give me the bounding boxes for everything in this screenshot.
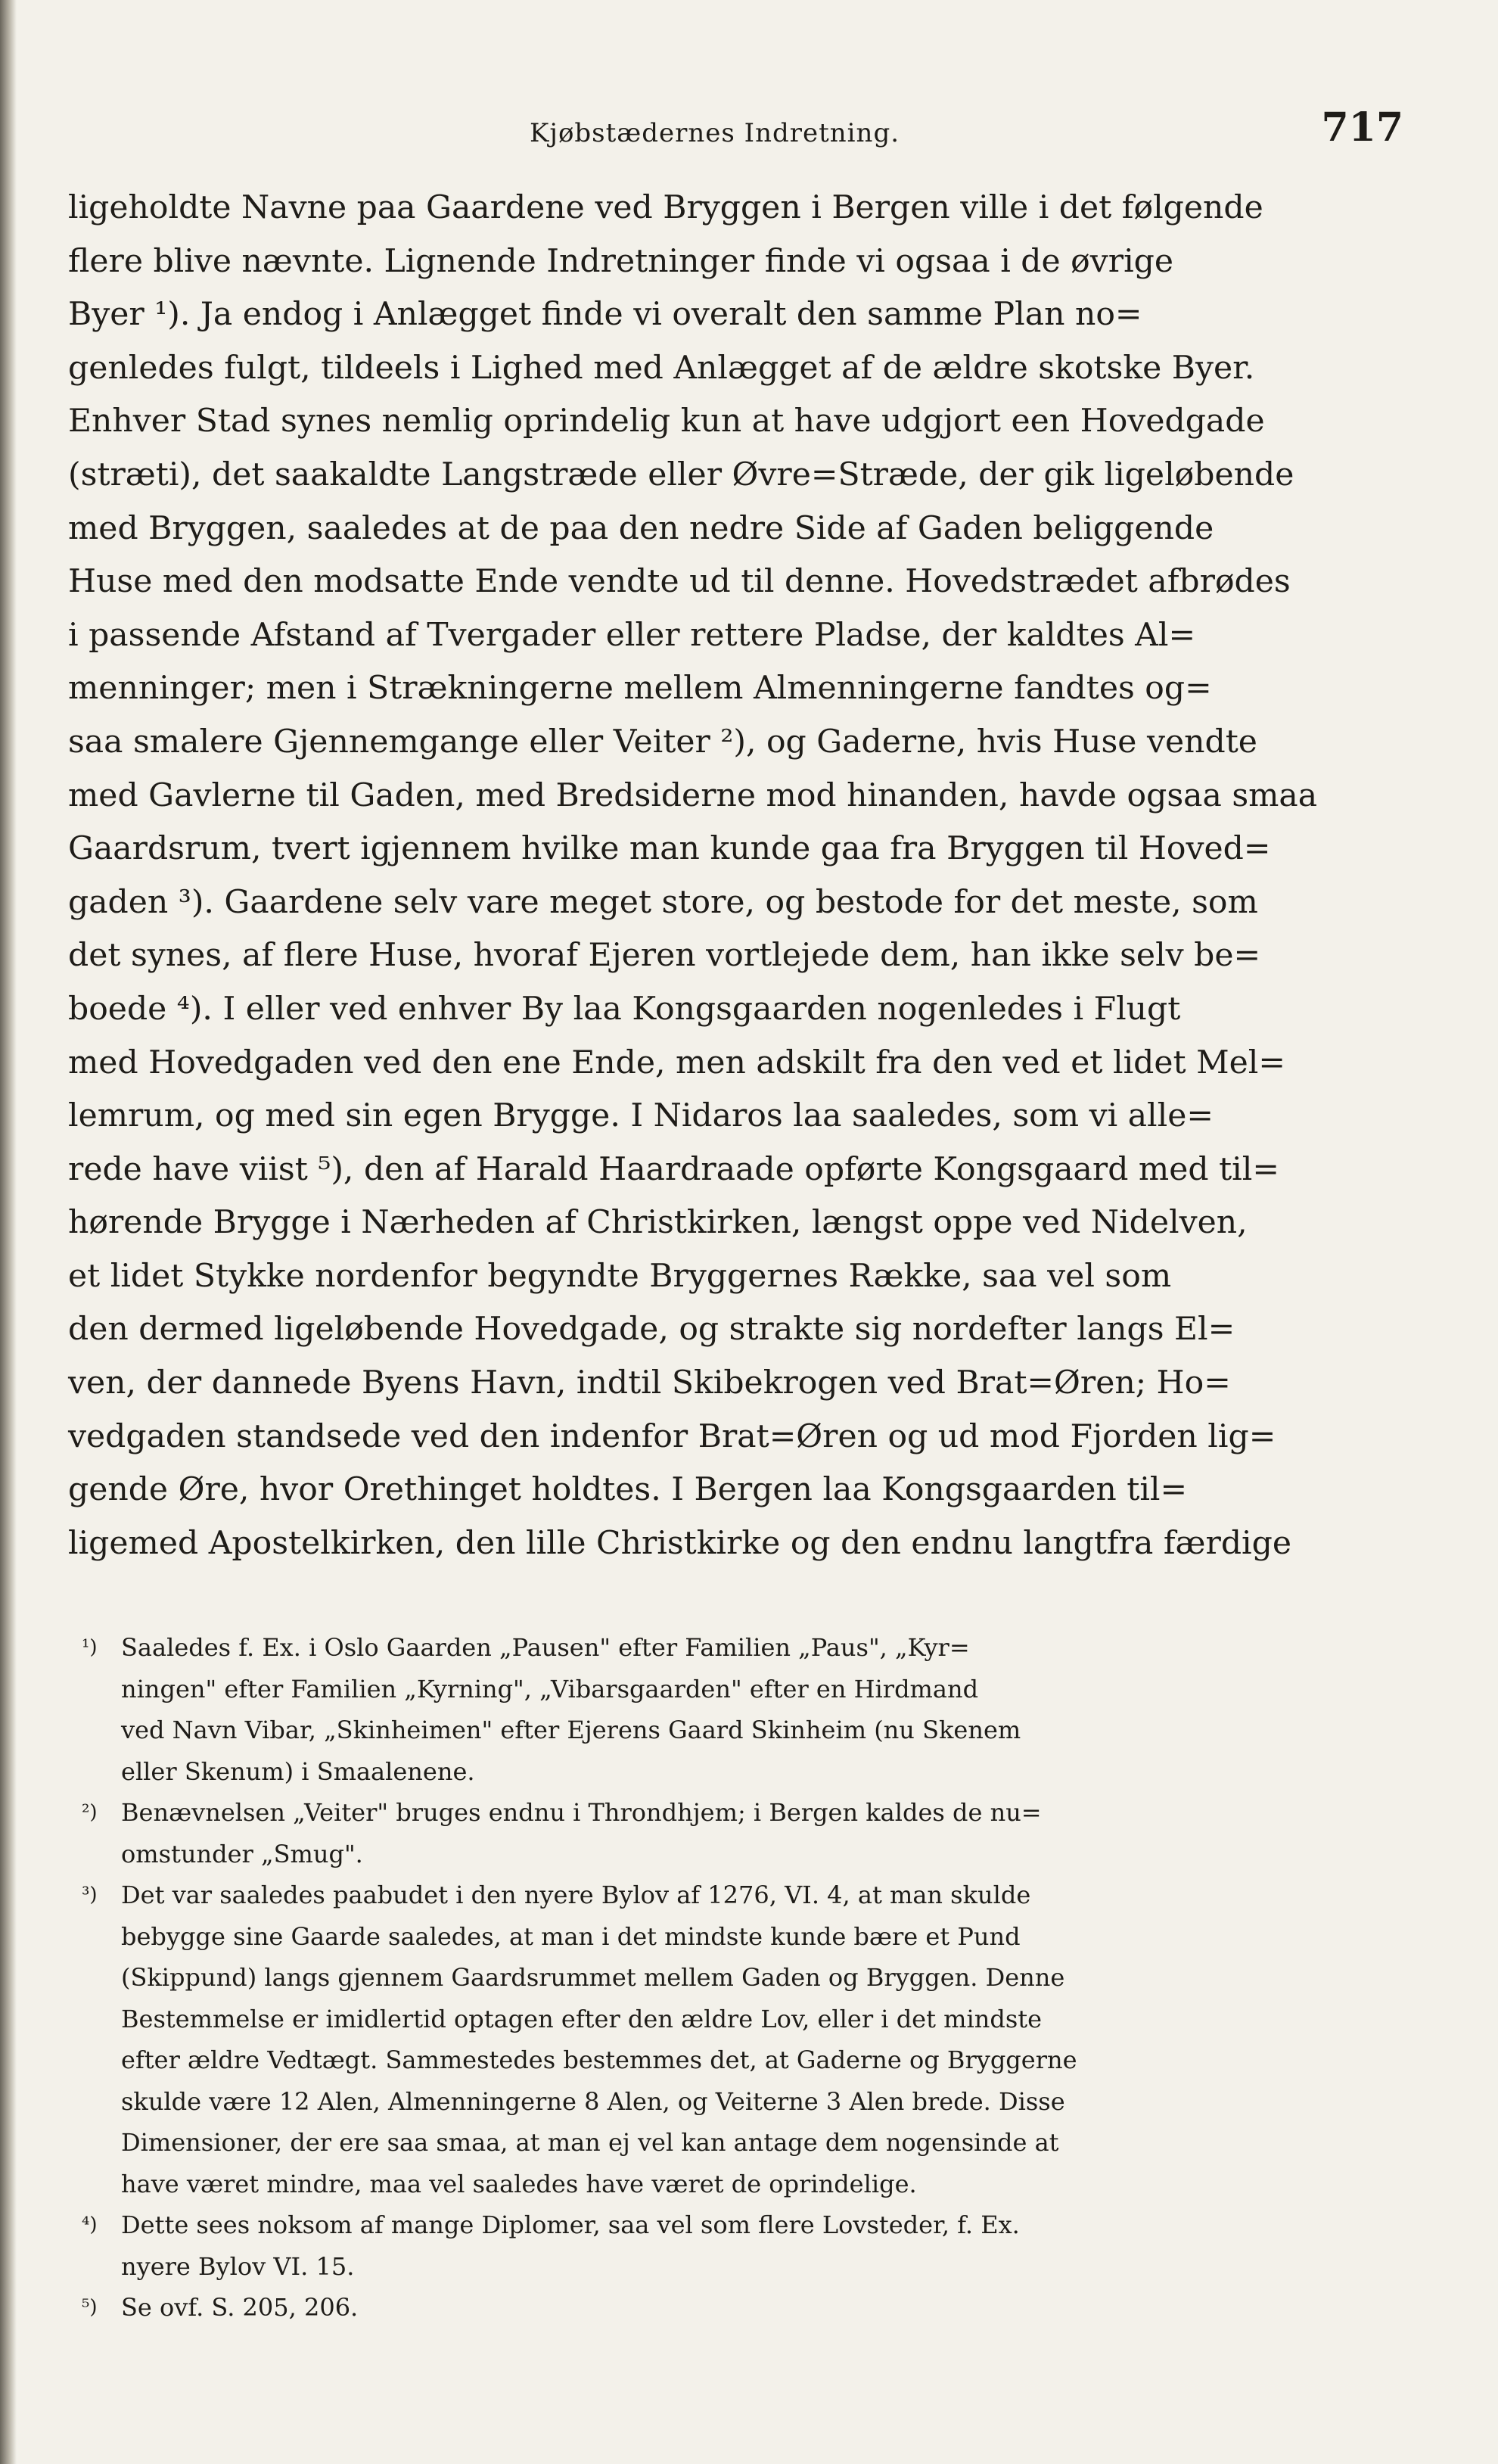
footnote-line: eller Skenum) i Smaalenene. (121, 1756, 475, 1786)
footnote-3 (68, 1874, 1286, 2204)
text-line: vedgaden standsede ved den indenfor Brat=Øren og ud mod Fjorden lig= (68, 1417, 1276, 1455)
page-number: 717 (1321, 104, 1403, 151)
text-line: med Hovedgaden ved den ene Ende, men adskilt fra den ved et lidet Mel= (68, 1044, 1286, 1081)
text-line: Huse med den modsatte Ende vendte ud til denne. Hovedstrædet afbrødes (68, 563, 1291, 601)
footnote-line: omstunder „Smug". (121, 1839, 363, 1868)
footnote-line: efter ældre Vedtægt. Sammestedes bestemmes det, at Gaderne og Bryggerne (121, 2046, 1077, 2074)
text-line: (stræti), det saakaldte Langstræde eller Øvre=Stræde, der gik ligeløbende (68, 456, 1294, 493)
text-line: ven, der dannede Byens Havn, indtil Skibekrogen ved Brat=Øren; Ho= (68, 1364, 1231, 1402)
text-line: lemrum, og med sin egen Brygge. I Nidaros laa saaledes, som vi alle= (68, 1097, 1214, 1135)
text-line: med Bryggen, saaledes at de paa den nedre Side af Gaden beliggende (68, 509, 1214, 547)
footnote-line: Dette sees noksom af mange Diplomer, saa vel som flere Lovsteder, f. Ex. (121, 2210, 1020, 2239)
text-line: den dermed ligeløbende Hovedgade, og strakte sig nordefter langs El= (68, 1311, 1235, 1349)
footnote-marker: ¹) (82, 1636, 98, 1659)
footnote-marker: ²) (82, 1801, 98, 1824)
page-header (68, 104, 1403, 157)
text-line: Enhver Stad synes nemlig oprindelig kun at have udgjort een Hovedgade (68, 403, 1265, 440)
footnote-line: have været mindre, maa vel saaledes have været de oprindelige. (121, 2169, 917, 2198)
text-line: det synes, af flere Huse, hvoraf Ejeren vortlejede dem, han ikke selv be= (68, 937, 1261, 975)
text-line: hørende Brygge i Nærheden af Christkirken, længst oppe ved Nidelven, (68, 1204, 1248, 1242)
text-line: i passende Afstand af Tvergader eller rettere Pladse, der kaldtes Al= (68, 616, 1196, 654)
footnote-4 (68, 2204, 1286, 2287)
page-binding-edge (0, 0, 17, 2464)
text-line: rede have viist ⁵), den af Harald Haardraade opførte Kongsgaard med til= (68, 1150, 1279, 1188)
footnote-marker: ³) (82, 1884, 98, 1906)
text-line: gaden ³). Gaardene selv vare meget store, og bestode for det meste, som (68, 883, 1258, 921)
footnote-marker: ⁵) (82, 2296, 98, 2319)
footnote-line: Saaledes f. Ex. i Oslo Gaarden „Pausen" efter Familien „Paus", „Kyr= (121, 1633, 970, 1662)
text-line: boede ⁴). I eller ved enhver By laa Kongsgaarden nogenledes i Flugt (68, 990, 1181, 1028)
footnote-line: bebygge sine Gaarde saaledes, at man i det mindste kunde bære et Pund (121, 1921, 1021, 1951)
footnote-1 (68, 1627, 1286, 1792)
text-line: Gaardsrum, tvert igjennem hvilke man kunde gaa fra Bryggen til Hoved= (68, 830, 1271, 868)
text-line: flere blive nævnte. Lignende Indretninger finde vi ogsaa i de øvrige (68, 242, 1174, 280)
text-line: menninger; men i Strækningerne mellem Almenningerne fandtes og= (68, 670, 1212, 708)
body-paragraph (68, 182, 1318, 1570)
footnote-2 (68, 1792, 1286, 1874)
footnote-line: Bestemmelse er imidlertid optagen efter den ældre Lov, eller i det mindste (121, 2004, 1043, 2033)
footnote-line: Benævnelsen „Veiter" bruges endnu i Throndhjem; i Bergen kaldes de nu= (121, 1798, 1042, 1827)
text-line: Byer ¹). Ja endog i Anlægget finde vi overalt den samme Plan no= (68, 296, 1142, 334)
footnote-line: ningen" efter Familien „Kyrning", „Vibarsgaarden" efter en Hirdmand (121, 1674, 979, 1703)
footnote-line: (Skippund) langs gjennem Gaardsrummet mellem Gaden og Bryggen. Denne (121, 1963, 1065, 1992)
footnote-line: Se ovf. S. 205, 206. (121, 2293, 359, 2322)
text-line: et lidet Stykke nordenfor begyndte Bryggernes Række, saa vel som (68, 1257, 1172, 1295)
footnote-line: ved Navn Vibar, „Skinheimen" efter Ejerens Gaard Skinheim (nu Skenem (121, 1716, 1021, 1744)
footnote-line: Det var saaledes paabudet i den nyere Bylov af 1276, VI. 4, at man skulde (121, 1881, 1031, 1909)
footnote-line: Dimensioner, der ere saa smaa, at man ej vel kan antage dem nogensinde at (121, 2128, 1059, 2157)
footnote-5 (68, 2287, 1286, 2329)
footnote-marker: ⁴) (82, 2214, 98, 2236)
text-line: gende Øre, hvor Orethinget holdtes. I Bergen laa Kongsgaarden til= (68, 1471, 1188, 1509)
text-line: ligemed Apostelkirken, den lille Christkirke og den endnu langtfra færdige (68, 1524, 1291, 1562)
footnote-line: skulde være 12 Alen, Almenningerne 8 Alen, og Veiterne 3 Alen brede. Disse (121, 2086, 1065, 2116)
text-line: med Gavlerne til Gaden, med Bredsiderne mod hinanden, havde ogsaa smaa (68, 776, 1318, 814)
footnote-line: nyere Bylov VI. 15. (121, 2251, 355, 2281)
running-head: Kjøbstædernes Indretning. (530, 118, 900, 148)
text-line: saa smalere Gjennemgange eller Veiter ²), og Gaderne, hvis Huse vendte (68, 723, 1257, 761)
footnotes (68, 1627, 1286, 2329)
text-line: genledes fulgt, tildeels i Lighed med Anlægget af de ældre skotske Byer. (68, 349, 1255, 387)
text-line: ligeholdte Navne paa Gaardene ved Bryggen i Bergen ville i det følgende (68, 189, 1263, 226)
body-text (68, 182, 1318, 1570)
